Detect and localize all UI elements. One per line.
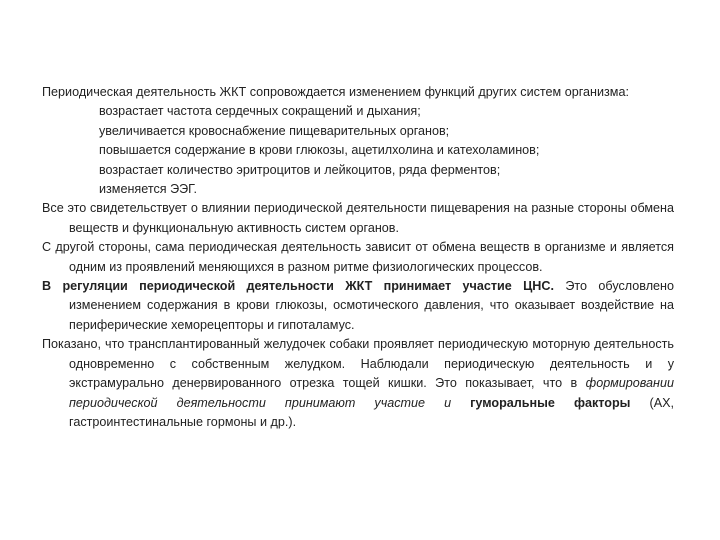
paragraph-humoral-factors xyxy=(42,335,674,432)
humoral-bold: гуморальные факторы xyxy=(470,395,631,410)
list-item-blood-supply: увеличивается кровоснабжение пищеварительных органов; xyxy=(99,123,450,138)
list-item-glucose: повышается содержание в крови глюкозы, ацетилхолина и катехоламинов; xyxy=(99,143,540,158)
humoral-italic: формировании периодической деятельности принимают участие и xyxy=(69,376,674,410)
list-item-eeg: изменяется ЭЭГ. xyxy=(99,182,197,197)
list-item-blood-cells: возрастает количество эритроцитов и лейкоцитов, ряда ферментов; xyxy=(99,162,501,177)
paragraph-other-side: С другой стороны, сама периодическая деятельность зависит от обмена веществ в организме и является одним из проявлений меняющихся в разном ритме физиологических процессов. xyxy=(42,240,674,274)
paragraph-intro: Периодическая деятельность ЖКТ сопровождается изменением функций других систем организма: xyxy=(42,85,629,99)
humoral-start: Показано, что трансплантированный желудочек собаки проявляет периодическую моторную деятельность одновременно с собственным желудком. Наблюдали периодическую деятельность и у экстрамурально денервированного отрезка тощей кишки. Это показывает, что в xyxy=(42,337,674,391)
humoral-end: (АХ, гастроинтестинальные гормоны и др.). xyxy=(69,395,674,429)
slide-text-body xyxy=(42,83,674,432)
humoral-space xyxy=(451,396,470,410)
cns-regulation-rest: Это обусловлено изменением содержания в крови глюкозы, осмотического давления, что оказывает воздействие на периферические хеморецепторы и гипоталамус. xyxy=(69,279,674,332)
paragraph-cns-regulation xyxy=(42,277,674,335)
cns-regulation-bold: В регуляции периодической деятельности ЖКТ принимает участие ЦНС. xyxy=(42,279,555,294)
list-item-heart-rate: возрастает частота сердечных сокращений и дыхания; xyxy=(99,104,421,119)
paragraph-metabolism-influence: Все это свидетельствует о влиянии периодической деятельности пищеварения на разные стороны обмена веществ и функциональную активность систем органов. xyxy=(42,201,674,235)
